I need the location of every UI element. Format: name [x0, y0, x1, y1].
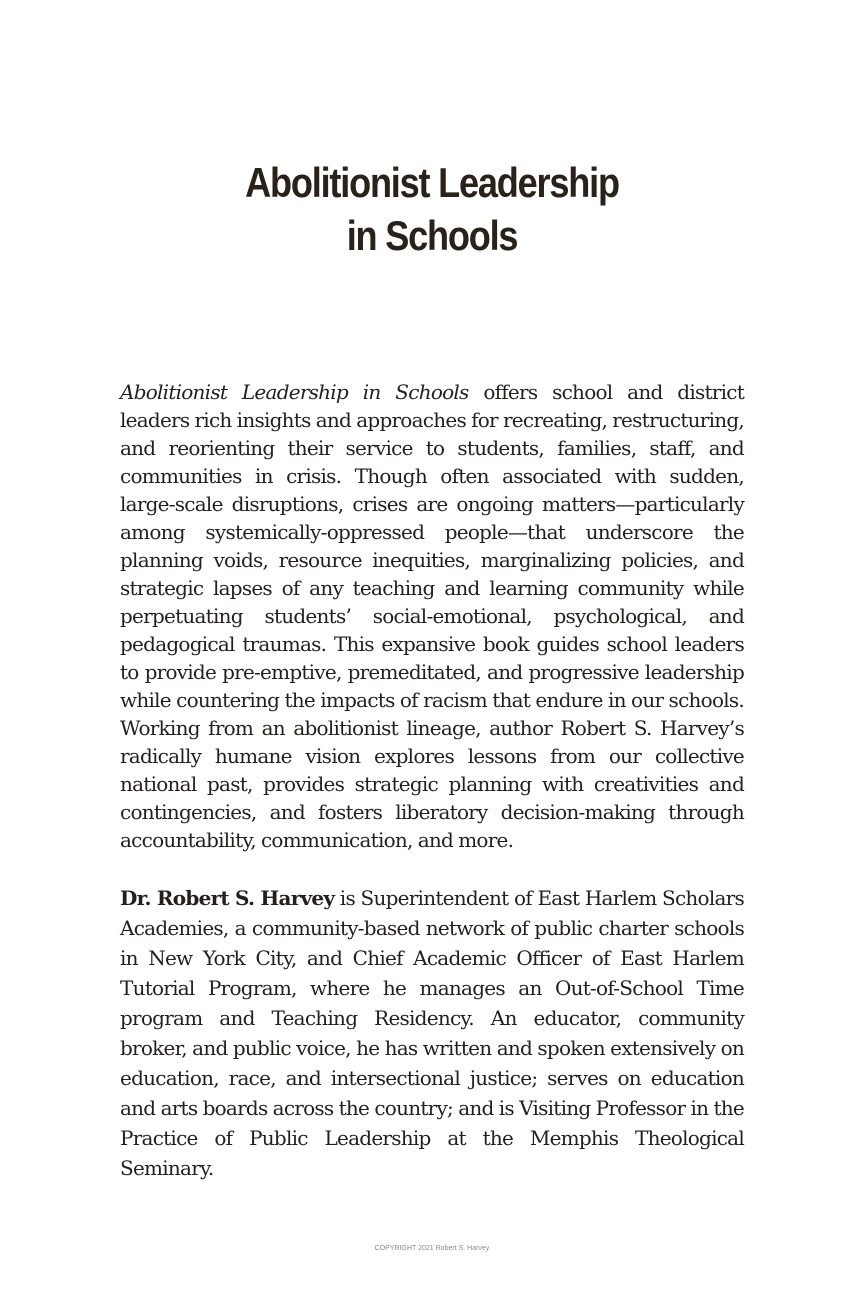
page-title — [60, 156, 803, 262]
author-name: Dr. Robert S. Harvey — [120, 886, 335, 910]
title-line-1: Abolitionist Leadership — [245, 159, 619, 207]
author-bio-text: is Superintendent of East Harlem Scholars Academies, a community-based network of public charter schools in New York City, and Chief Academic Officer of East Harlem Tutorial Program, where he manages an Out-of-School Time program and Teaching Residency. An educator, community broker, and public voice, he has written and spoken extensively on education, race, and intersectional justice; serves on education and arts boards across the country; and is Visiting Professor in the Practice of Public Leadership at the Memphis Theological Seminary. — [120, 886, 744, 1180]
book-description — [120, 378, 744, 854]
title-line-2: in Schools — [346, 212, 518, 260]
author-bio — [120, 883, 744, 1183]
copyright-footer: COPYRIGHT 2021 Robert S. Harvey — [374, 1245, 490, 1252]
book-description-text: offers school and district leaders rich insights and approaches for recreating, restructuring, and reorienting their service to students, families, staff, and communities in crisis. Though often associated with sudden, large-scale disruptions, crises are ongoing matters—particularly among systemically-oppressed people—that underscore the planning voids, resource inequities, marginalizing policies, and strategic lapses of any teaching and learning community while perpetuating students’ social-emotional, psychological, and pedagogical traumas. This expansive book guides school leaders to provide pre-emptive, premeditated, and progressive leadership while countering the impacts of racism that endure in our schools. Working from an abolitionist lineage, author Robert S. Harvey’s radically humane vision explores lessons from our collective national past, provides strategic planning with creativities and contingencies, and fosters liberatory decision-making through accountability, communication, and more. — [120, 380, 744, 852]
book-title-italic: Abolitionist Leadership in Schools — [120, 380, 469, 404]
